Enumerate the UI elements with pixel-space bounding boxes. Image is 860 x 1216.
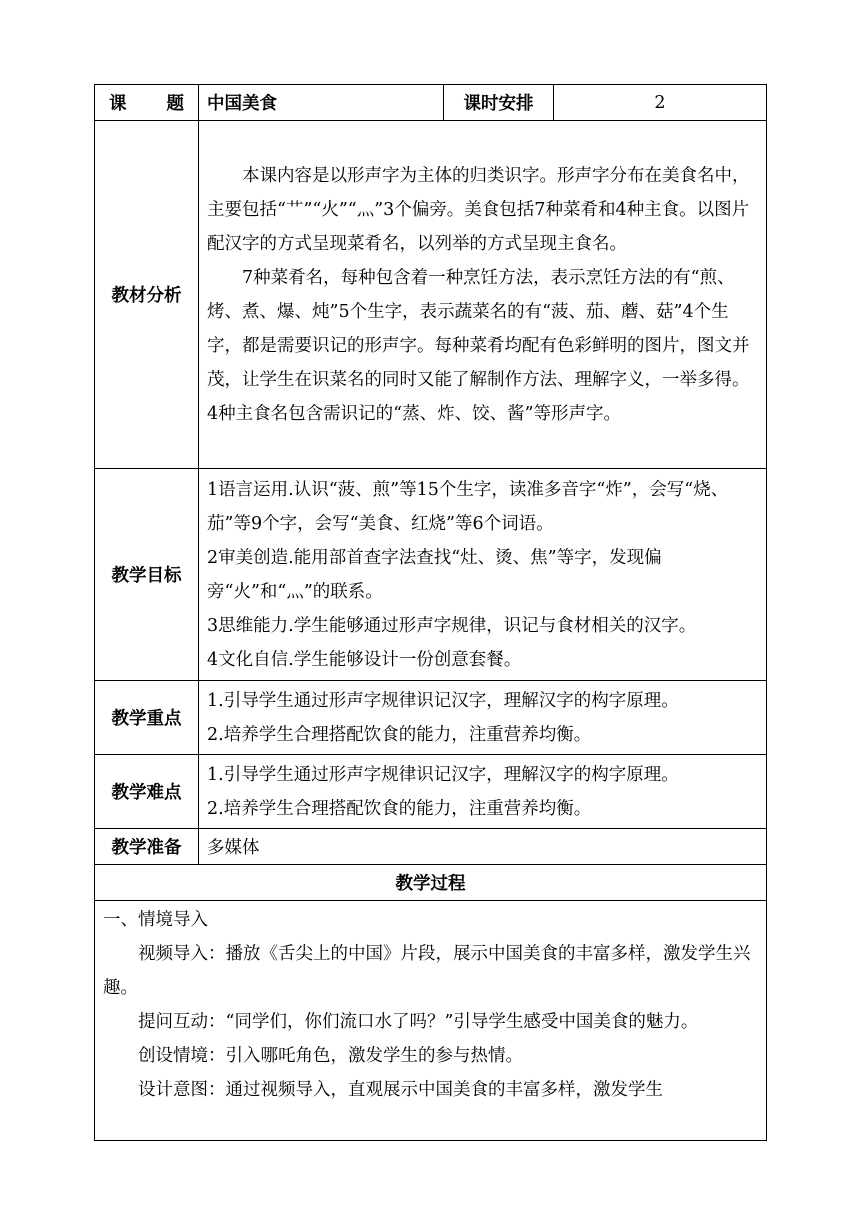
goal-item: 2审美创造.能用部首查字法查找“灶、烫、焦”等字，发现偏旁“火”和“灬”的联系。 — [207, 547, 662, 602]
key-point-item: 1.引导学生通过形声字规律识记汉字，理解汉字的构字原理。 — [207, 690, 679, 711]
topic-label-right: 题 — [166, 94, 184, 114]
process-content — [95, 901, 767, 1141]
preparation-row — [95, 829, 767, 865]
difficulty-item: 2.培养学生合理搭配饮食的能力，注重营养均衡。 — [207, 798, 592, 819]
preparation-value: 多媒体 — [199, 829, 767, 865]
process-paragraph: 设计意图：通过视频导入，直观展示中国美食的丰富多样，激发学生 — [138, 1080, 663, 1100]
analysis-label: 教材分析 — [95, 121, 199, 469]
difficulty-item: 1.引导学生通过形声字规律识记汉字，理解汉字的构字原理。 — [207, 764, 679, 785]
difficulties-label: 教学难点 — [95, 755, 199, 829]
topic-label-cell — [95, 85, 199, 121]
hours-label: 课时安排 — [444, 85, 554, 121]
goals-label: 教学目标 — [95, 469, 199, 681]
key-points-content — [199, 681, 767, 755]
process-heading: 教学过程 — [95, 865, 767, 901]
key-point-item: 2.培养学生合理搭配饮食的能力，注重营养均衡。 — [207, 724, 592, 745]
goal-item: 4文化自信.学生能够设计一份创意套餐。 — [207, 649, 522, 670]
lesson-plan-document — [94, 84, 766, 1141]
difficulties-row — [95, 755, 767, 829]
process-heading-row — [95, 865, 767, 901]
goals-row — [95, 469, 767, 681]
topic-value: 中国美食 — [199, 85, 444, 121]
analysis-paragraph: 本课内容是以形声字为主体的归类识字。形声字分布在美食名中，主要包括“艹”“火”“灬”3个偏旁。美食包括7种菜肴和4种主食。以图片配汉字的方式呈现菜肴名，以列举的方式呈现主食名。 — [207, 165, 750, 254]
key-points-row — [95, 681, 767, 755]
key-points-label: 教学重点 — [95, 681, 199, 755]
hours-value: 2 — [554, 85, 767, 121]
process-paragraph: 提问互动：“同学们，你们流口水了吗？”引导学生感受中国美食的魅力。 — [138, 1012, 699, 1032]
goal-item: 3思维能力.学生能够通过形声字规律，识记与食材相关的汉字。 — [207, 615, 697, 636]
analysis-paragraph: 7种菜肴名，每种包含着一种烹饪方法，表示烹饪方法的有“煎、烤、煮、爆、炖”5个生字，表示蔬菜名的有“菠、茄、蘑、菇”4个生字，都是需要识记的形声字。每种菜肴均配有色彩鲜明的图片，图文并茂，让学生在识菜名的同时又能了解制作方法、理解字义，一举多得。4种主食名包含需识记的“蒸、炸、饺、酱”等形声字。 — [207, 267, 750, 424]
process-section-title: 一、情境导入 — [103, 910, 208, 930]
preparation-label: 教学准备 — [95, 829, 199, 865]
process-paragraph: 视频导入：播放《舌尖上的中国》片段，展示中国美食的丰富多样，激发学生兴趣。 — [103, 944, 751, 998]
lesson-plan-table — [94, 84, 767, 1141]
title-row — [95, 85, 767, 121]
topic-label-left: 课 — [109, 94, 127, 114]
analysis-row — [95, 121, 767, 469]
process-paragraph: 创设情境：引入哪吒角色，激发学生的参与热情。 — [138, 1046, 523, 1066]
goal-item: 1语言运用.认识“菠、煎”等15个生字，读准多音字“炸”，会写“烧、茄”等9个字，会写“美食、红烧”等6个词语。 — [207, 479, 729, 534]
analysis-content — [199, 121, 767, 469]
process-row — [95, 901, 767, 1141]
difficulties-content — [199, 755, 767, 829]
goals-content — [199, 469, 767, 681]
